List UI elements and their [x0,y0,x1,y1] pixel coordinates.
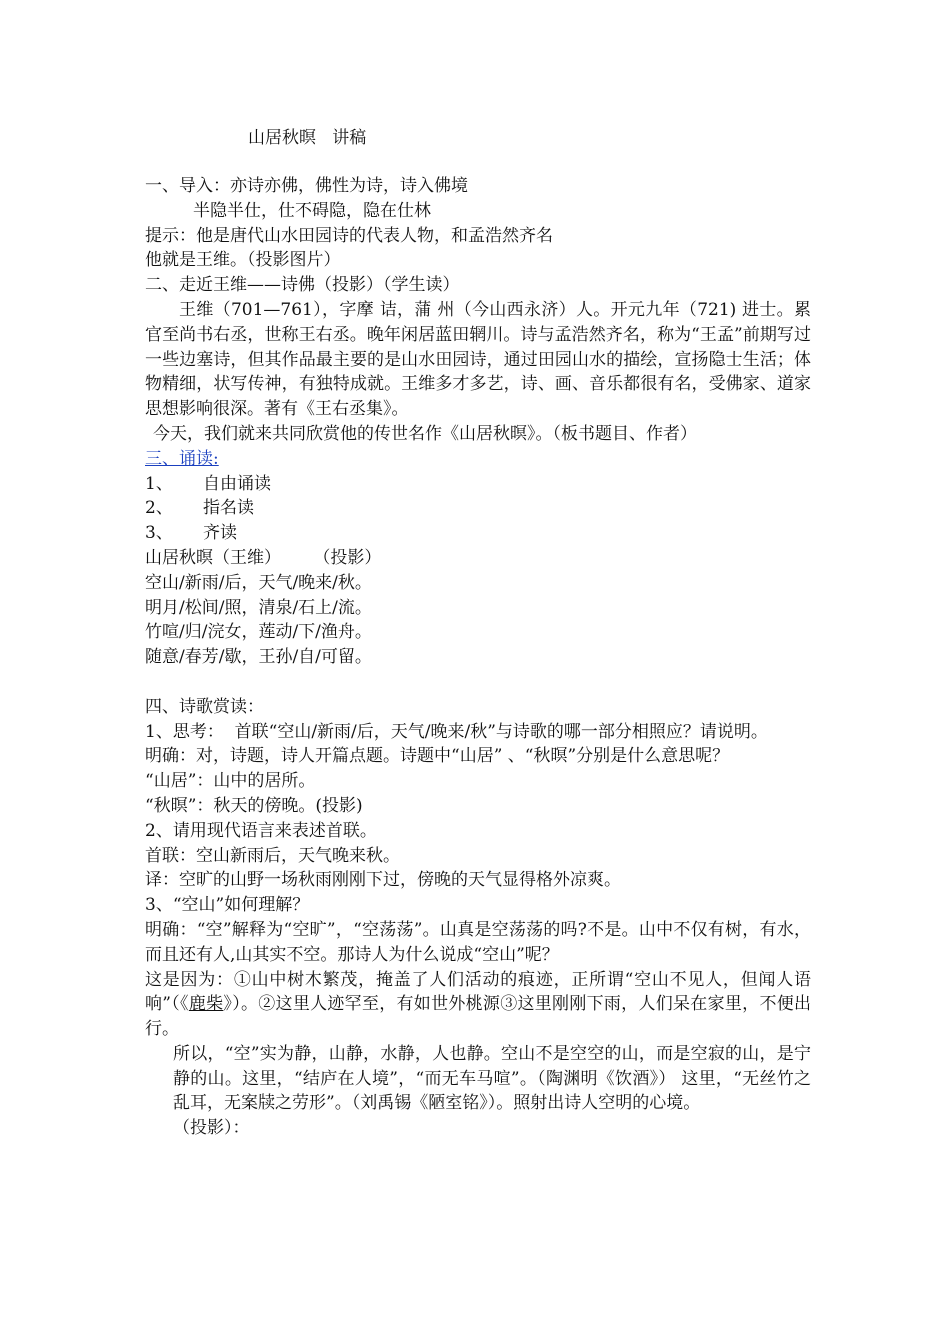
list-number: 1、 [145,473,173,494]
list-item [145,496,811,521]
luzhai-link[interactable]: 鹿柴 [188,994,224,1015]
reason-paragraph [145,968,811,1042]
section-1-heading: 一、导入：亦诗亦佛，佛性为诗，诗入佛境 [145,176,468,196]
list-item [145,472,811,497]
poem-line: 随意/春芳/歇，王孙/自/可留。 [145,647,372,668]
list-number: 2、 [145,498,173,519]
document-body [145,174,811,1141]
section-3-heading-link[interactable]: 三、诵读: [145,448,219,469]
wang-wei-bio: 王维（701—761），字摩 诘，蒲 州（今山西永济）人。开元九年（721) 进士。累官至尚书右丞，世称王右丞。晚年闲居蓝田辋川。诗与孟浩然齐名，称为“王孟”前期写过一些边塞诗，但其作品最主要的是山水田园诗，通过田园山水的描绘，宣扬隐士生活；体物精细，状写传神，有独特成就。王维多才多艺，诗、画、音乐都很有名，受佛家、道家思想影响很深。著有《王右丞集》。 [145,299,811,420]
definition-qiuming: “秋暝”：秋天的傍晚。(投影) [145,795,363,816]
list-number: 3、 [145,523,173,544]
section-2-heading: 二、走近王维——诗佛（投影）（学生读） [145,275,460,296]
conclusion-paragraph: 所以，“空”实为静，山静，水静，人也静。空山不是空空的山，而是空寂的山，是宁静的山。这里，“结庐在人境”，“而无车马喧”。（陶渊明《饮酒》） 这里，“无丝竹之乱耳，无案牍之劳形”。（刘禹锡《陋室铭》）。照射出诗人空明的心境。 [173,1043,811,1114]
page-title: 山居秋暝 讲稿 [248,128,367,148]
reveal-line: 他就是王维。（投影图片） [145,250,341,271]
reason-text-a: 这是因为：①山中树木繁茂，掩盖了人们活动的痕迹，正所谓“空山不见人，但闻人语响”（《 [145,969,811,1015]
intro-line-2: 半隐半仕，仕不碍隐，隐在仕林 [193,200,431,221]
poem-line: 明月/松间/照，清泉/石上/流。 [145,597,372,618]
translation: 译：空旷的山野一场秋雨刚刚下过，傍晚的天气显得格外凉爽。 [145,870,621,891]
hint-line: 提示：他是唐代山水田园诗的代表人物，和孟浩然齐名 [145,225,553,246]
answer-1: 明确：对，诗题，诗人开篇点题。诗题中“山居” 、“秋暝”分别是什么意思呢？ [145,746,730,767]
poem-line: 空山/新雨/后，天气/晚来/秋。 [145,572,372,593]
today-line: 今天，我们就来共同欣赏他的传世名作《山居秋暝》。（板书题目、作者） [153,423,697,444]
poem-title: 山居秋暝（王维） （投影） [145,547,382,568]
projection-line: （投影）： [173,1118,250,1139]
list-text: 自由诵读 [203,473,271,494]
section-3-heading[interactable] [145,447,811,472]
list-item [145,521,811,546]
question-1: 1、思考： 首联“空山/新雨/后，天气/晚来/秋”与诗歌的哪一部分相照应？请说明。 [145,721,768,742]
section-4-heading: 四、诗歌赏读： [145,696,264,717]
answer-3: 明确：“空”解释为“空旷”，“空荡荡”。山真是空荡荡的吗?不是。山中不仅有树，有水，而且还有人,山其实不空。那诗人为什么说成“空山”呢？ [145,919,811,965]
list-text: 指名读 [203,498,254,519]
list-text: 齐读 [203,523,237,544]
blank-line [145,670,811,695]
reason-text-b: 》）。②这里人迹罕至，有如世外桃源③这里刚刚下雨，人们呆在家里，不便出行。 [145,994,812,1040]
definition-shanju: “山居”：山中的居所。 [145,771,316,792]
question-2: 2、请用现代语言来表述首联。 [145,820,377,841]
question-3: 3、“空山”如何理解？ [145,895,310,916]
first-couplet: 首联：空山新雨后，天气晚来秋。 [145,845,400,866]
poem-line: 竹喧/归/浣女，莲动/下/渔舟。 [145,622,372,643]
